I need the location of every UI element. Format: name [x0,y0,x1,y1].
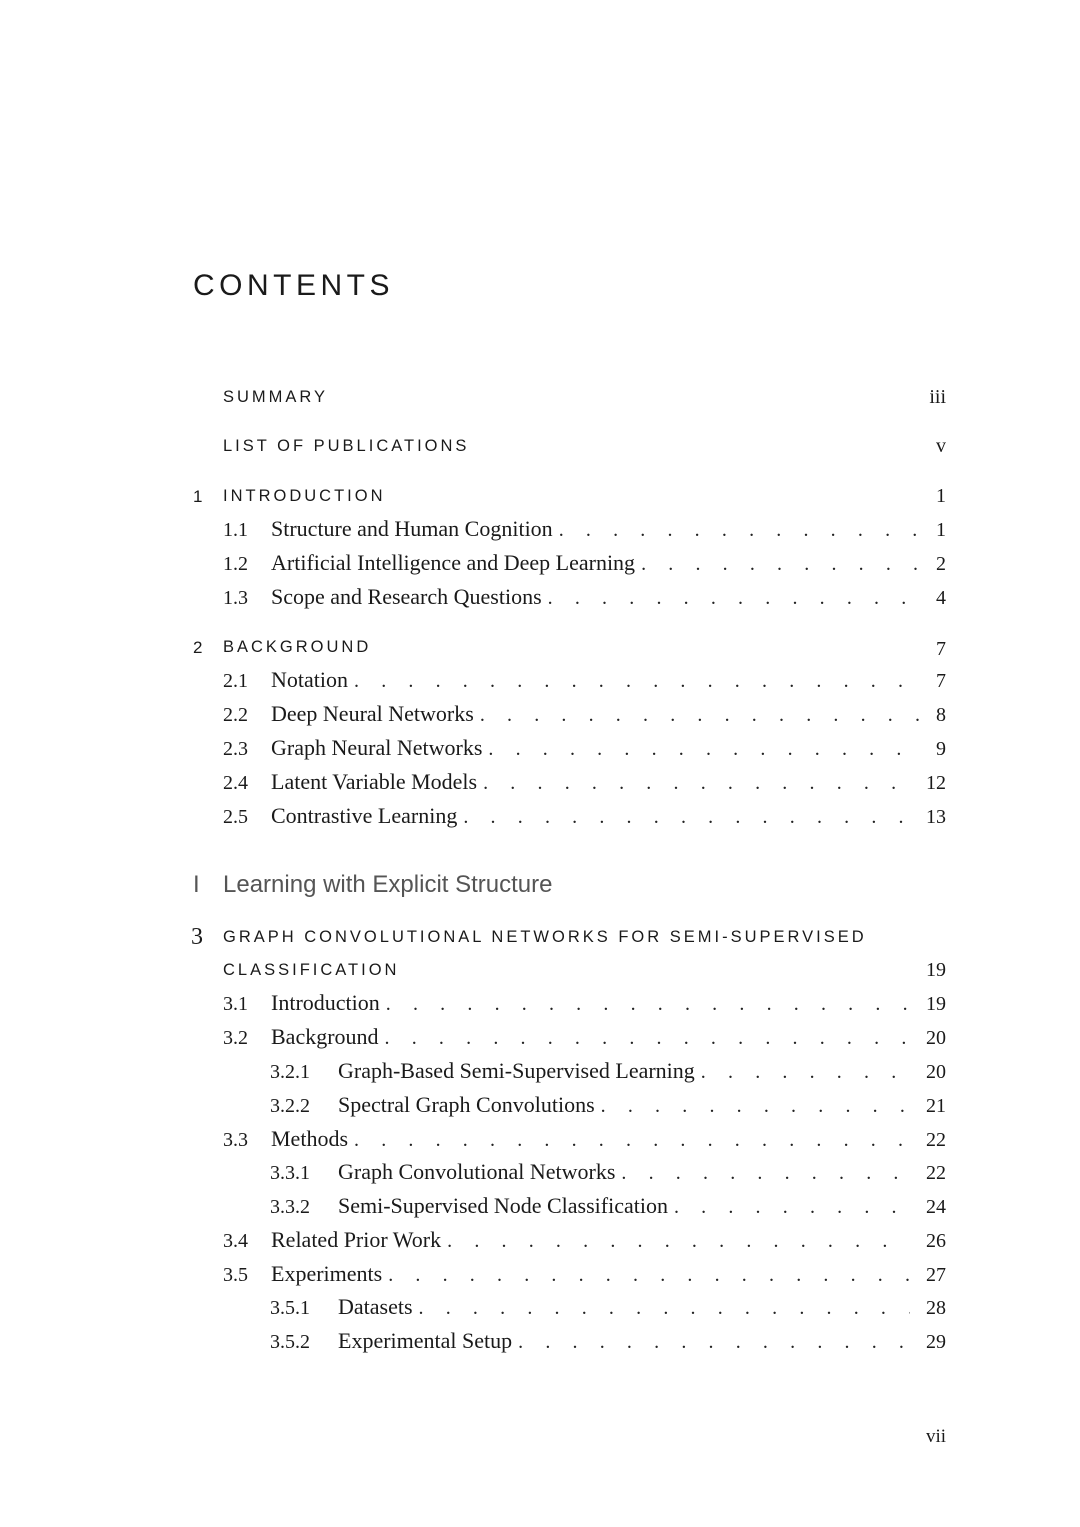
subsection-title: Graph Convolutional Networks [338,1159,616,1184]
dot-leader [559,519,920,542]
toc-section-row[interactable] [223,1126,946,1152]
page-number: 1 [936,519,946,541]
dot-leader [354,1129,910,1152]
subsection-title: Datasets [338,1294,413,1319]
page-number: 20 [926,1027,946,1049]
dot-leader [463,806,910,829]
page-number: 27 [926,1264,946,1286]
toc-section-row[interactable] [223,516,946,542]
page-number: 7 [936,670,946,692]
toc-subsection-row[interactable] [270,1159,946,1185]
toc-section-row[interactable] [223,1227,946,1253]
page-number: 20 [926,1061,946,1083]
section-title: Artificial Intelligence and Deep Learning [271,550,636,575]
toc-section-row[interactable] [223,769,946,795]
section-title: Deep Neural Networks [271,701,474,726]
page-number: 28 [926,1297,946,1319]
page-title: CONTENTS [193,269,394,302]
dot-leader [480,704,920,727]
toc-section-row[interactable] [223,735,946,761]
dot-leader [386,993,910,1016]
toc-part-title[interactable]: Learning with Explicit Structure [223,871,553,898]
dot-leader [701,1061,910,1084]
toc-section-row[interactable] [223,1261,946,1287]
dot-leader [419,1297,910,1320]
page-number: 4 [936,587,946,609]
page-number: 19 [926,993,946,1015]
toc-section-row[interactable] [223,701,946,727]
chapter-number: 1 [193,487,203,506]
page-number: 24 [926,1196,946,1218]
page-number: 7 [936,638,946,660]
toc-section-row[interactable] [223,1024,946,1050]
page-number: 1 [936,485,946,507]
dot-leader [385,1027,910,1050]
section-number: 3.3 [223,1129,248,1151]
page-number: 12 [926,772,946,794]
subsection-number: 3.2.2 [270,1095,310,1117]
page-number: 19 [926,959,946,981]
dot-leader [354,670,920,693]
section-title: Graph Neural Networks [271,735,483,760]
section-title: Contrastive Learning [271,803,458,828]
toc-section-row[interactable] [223,803,946,829]
subsection-number: 3.5.1 [270,1297,310,1319]
toc-entry-summary[interactable]: SUMMARY [223,388,329,406]
dot-leader [674,1196,910,1219]
toc-subsection-row[interactable] [270,1058,946,1084]
section-number: 3.5 [223,1264,248,1286]
toc-section-row[interactable] [223,990,946,1016]
section-title: Experiments [271,1261,383,1286]
page-number: 21 [926,1095,946,1117]
section-title: Scope and Research Questions [271,584,542,609]
page-number: 22 [926,1129,946,1151]
page-number: 29 [926,1331,946,1353]
toc-chapter-gcn-line1[interactable]: GRAPH CONVOLUTIONAL NETWORKS FOR SEMI-SUPERVISED [223,928,867,946]
toc-chapter-background[interactable]: BACKGROUND [223,638,372,656]
subsection-title: Experimental Setup [338,1328,513,1353]
section-title: Latent Variable Models [271,769,478,794]
section-title: Background [271,1024,379,1049]
page-number: v [936,435,946,457]
dot-leader [548,587,920,610]
dot-leader [518,1331,910,1354]
subsection-number: 3.2.1 [270,1061,310,1083]
section-number: 3.2 [223,1027,248,1049]
chapter-number: 3 [191,924,203,950]
toc-section-row[interactable] [223,584,946,610]
toc-subsection-row[interactable] [270,1193,946,1219]
section-number: 2.1 [223,670,248,692]
toc-subsection-row[interactable] [270,1092,946,1118]
section-number: 3.1 [223,993,248,1015]
section-title: Related Prior Work [271,1227,442,1252]
page-folio: vii [925,1426,946,1447]
page-number: 8 [936,704,946,726]
dot-leader [621,1162,910,1185]
toc-chapter-gcn-line2[interactable]: CLASSIFICATION [223,961,400,979]
chapter-number: 2 [193,638,203,657]
dot-leader [601,1095,910,1118]
dot-leader [483,772,910,795]
subsection-number: 3.3.2 [270,1196,310,1218]
dot-leader [447,1230,910,1253]
subsection-title: Semi-Supervised Node Classification [338,1193,668,1218]
toc-subsection-row[interactable] [270,1294,946,1320]
subsection-title: Spectral Graph Convolutions [338,1092,595,1117]
section-number: 1.1 [223,519,248,541]
page-number: 26 [926,1230,946,1252]
subsection-number: 3.3.1 [270,1162,310,1184]
section-number: 2.5 [223,806,248,828]
page-number: iii [929,386,946,408]
section-number: 1.3 [223,587,248,609]
toc-section-row[interactable] [223,550,946,576]
section-title: Introduction [271,990,380,1015]
toc-subsection-row[interactable] [270,1328,946,1354]
toc-chapter-introduction[interactable]: INTRODUCTION [223,487,386,505]
subsection-title: Graph-Based Semi-Supervised Learning [338,1058,695,1083]
section-number: 3.4 [223,1230,248,1252]
page-number: 9 [936,738,946,760]
subsection-number: 3.5.2 [270,1331,310,1353]
section-title: Structure and Human Cognition [271,516,553,541]
dot-leader [641,553,920,576]
section-number: 2.3 [223,738,248,760]
dot-leader [488,738,920,761]
section-number: 1.2 [223,553,248,575]
page-number: 2 [936,553,946,575]
page-number: 22 [926,1162,946,1184]
part-number: I [193,871,200,898]
toc-entry-publications[interactable]: LIST OF PUBLICATIONS [223,437,470,455]
toc-section-row[interactable] [223,667,946,693]
page-number: 13 [926,806,946,828]
section-number: 2.2 [223,704,248,726]
dot-leader [388,1264,910,1287]
section-number: 2.4 [223,772,248,794]
section-title: Notation [271,667,348,692]
section-title: Methods [271,1126,348,1151]
